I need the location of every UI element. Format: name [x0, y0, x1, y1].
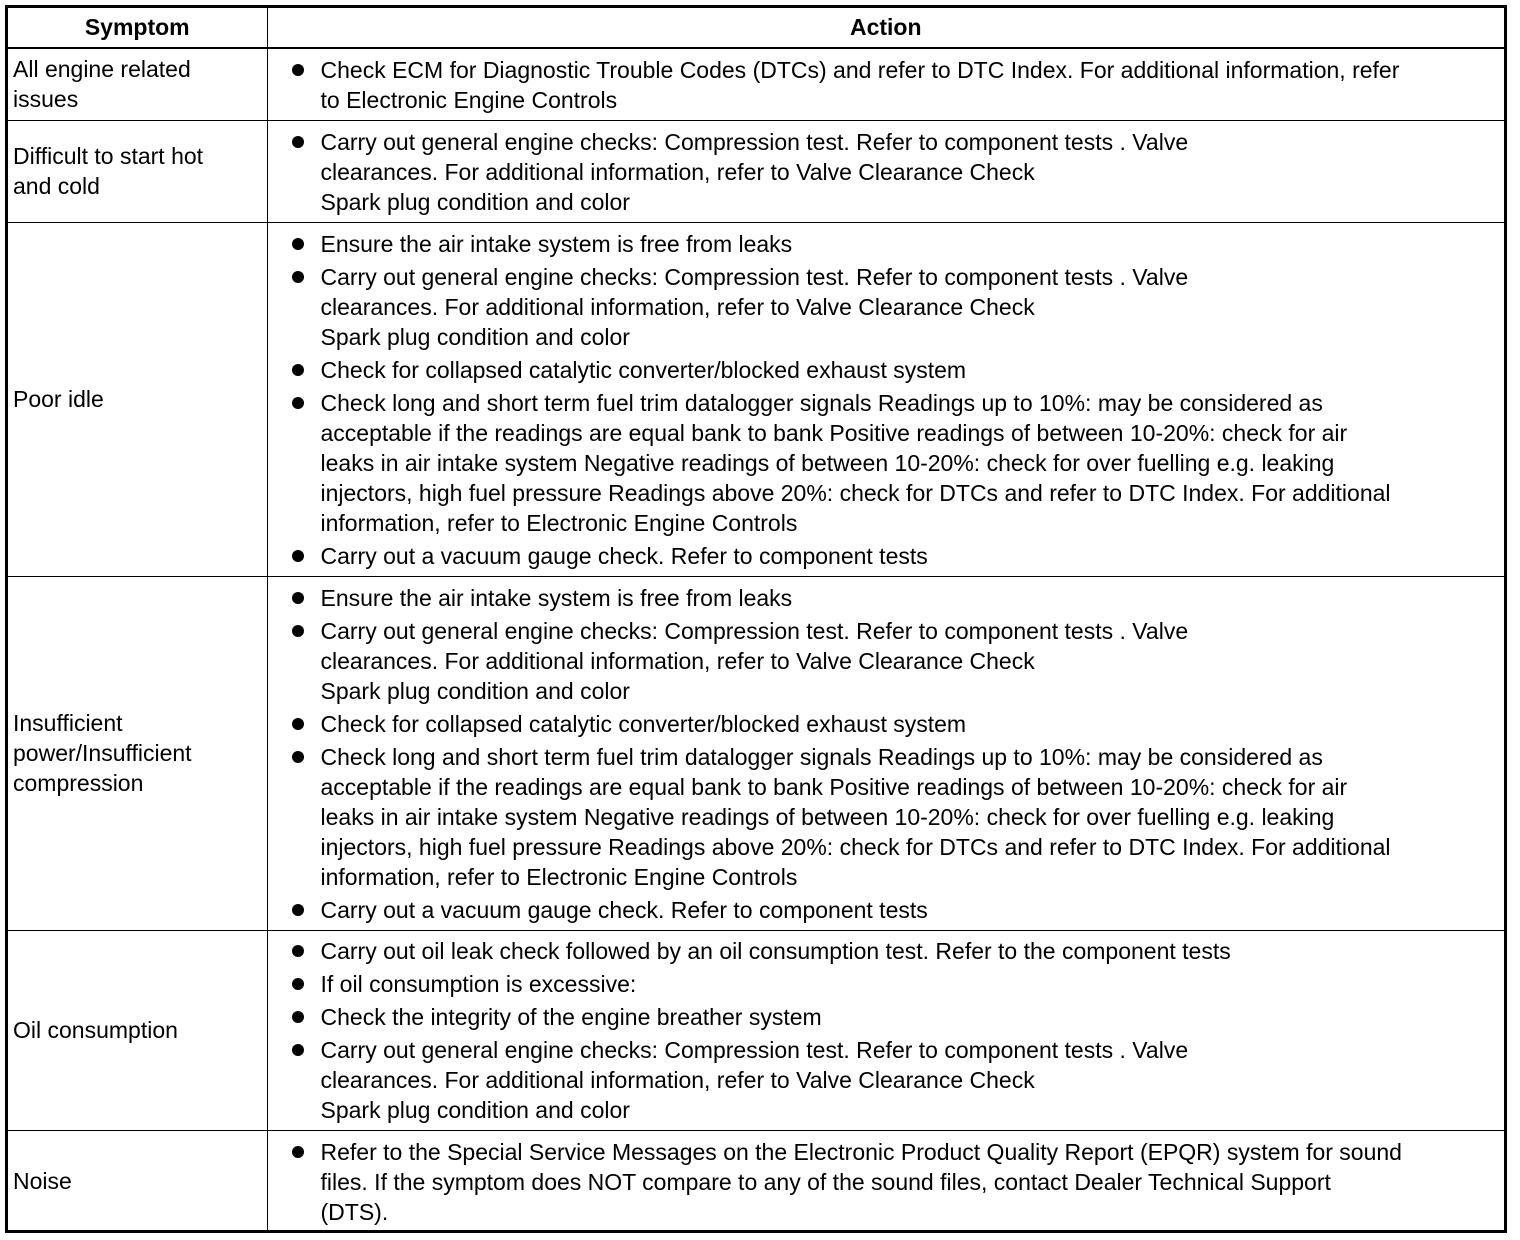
action-text-line: Spark plug condition and color: [320, 677, 630, 704]
action-text-line: Carry out general engine checks: Compression test. Refer to component tests . Valve: [320, 263, 1189, 290]
header-row: [8, 8, 1504, 48]
action-cell: [267, 48, 1504, 120]
action-item: [268, 742, 1499, 892]
action-text-line: Carry out a vacuum gauge check. Refer to component tests: [320, 896, 928, 923]
action-item: [268, 388, 1499, 538]
action-text-line: If oil consumption is excessive:: [320, 971, 637, 997]
symptom-text-line: power/Insufficient: [13, 740, 192, 766]
action-text-line: injectors, high fuel pressure Readings above 20%: check for DTCs and refer to DTC Index. For additional: [320, 833, 1391, 860]
action-text-line: Carry out oil leak check followed by an oil consumption test. Refer to the component tests: [320, 938, 1231, 964]
action-item: [268, 1002, 1499, 1032]
action-text-line: Carry out general engine checks: Compression test. Refer to component tests . Valve: [320, 617, 1189, 644]
action-text-line: Spark plug condition and color: [320, 1097, 630, 1123]
action-text-line: clearances. For additional information, refer to Valve Clearance Check: [320, 158, 1035, 185]
action-item: [268, 1137, 1499, 1227]
action-text-line: clearances. For additional information, refer to Valve Clearance Check: [320, 647, 1035, 674]
bullet-dot-icon: [292, 397, 304, 409]
symptom-text-line: Poor idle: [13, 386, 104, 412]
bullet-dot-icon: [292, 718, 304, 730]
action-text-line: (DTS).: [320, 1198, 389, 1225]
action-list: [268, 1137, 1499, 1227]
action-header: Action: [267, 8, 1504, 48]
action-text-line: Carry out general engine checks: Compression test. Refer to component tests . Valve: [320, 128, 1189, 155]
action-text-line: Carry out a vacuum gauge check. Refer to component tests: [320, 542, 928, 569]
symptom-text-line: issues: [13, 86, 79, 113]
action-cell: [267, 120, 1504, 222]
action-text-line: Spark plug condition and color: [320, 188, 630, 215]
action-text-line: Check ECM for Diagnostic Trouble Codes (DTCs) and refer to DTC Index. For additional information, refer: [320, 56, 1400, 83]
action-item: [268, 583, 1499, 613]
action-item: [268, 936, 1499, 966]
action-text-line: Check for collapsed catalytic converter/blocked exhaust system: [320, 710, 967, 737]
bullet-dot-icon: [292, 364, 304, 376]
action-text-line: Spark plug condition and color: [320, 323, 630, 350]
table-row: [8, 576, 1504, 930]
action-item: [268, 895, 1499, 925]
bullet-dot-icon: [292, 271, 304, 283]
action-item: [268, 229, 1499, 259]
action-text-line: information, refer to Electronic Engine Controls: [320, 863, 798, 890]
bullet-dot-icon: [292, 1146, 304, 1158]
action-text-line: Check for collapsed catalytic converter/blocked exhaust system: [320, 356, 967, 383]
action-text-line: acceptable if the readings are equal bank to bank Positive readings of between 10-20%: check for air: [320, 419, 1348, 446]
symptom-text-line: Noise: [13, 1168, 72, 1195]
bullet-dot-icon: [292, 625, 304, 637]
action-text-line: Ensure the air intake system is free from leaks: [320, 230, 793, 257]
table-row: [8, 120, 1504, 222]
table-row: [8, 222, 1504, 576]
action-cell: [267, 222, 1504, 576]
symptom-text-line: Insufficient: [13, 710, 123, 736]
action-item: [268, 541, 1499, 571]
action-text-line: to Electronic Engine Controls: [320, 86, 618, 113]
action-item: [268, 969, 1499, 999]
action-text-line: information, refer to Electronic Engine Controls: [320, 509, 798, 536]
action-list: [268, 583, 1499, 925]
bullet-dot-icon: [292, 945, 304, 957]
action-item: [268, 709, 1499, 739]
bullet-dot-icon: [292, 136, 304, 148]
bullet-dot-icon: [292, 904, 304, 916]
symptom-cell: [8, 1130, 267, 1232]
symptom-text-line: and cold: [13, 173, 100, 199]
action-item: [268, 1035, 1499, 1125]
symptom-cell: [8, 120, 267, 222]
symptom-text-line: All engine related: [13, 56, 191, 83]
action-cell: [267, 930, 1504, 1130]
action-item: [268, 262, 1499, 352]
symptom-cell: [8, 222, 267, 576]
table-row: [8, 48, 1504, 120]
action-list: [268, 229, 1499, 571]
symptom-text-line: compression: [13, 770, 144, 796]
symptom-text-line: Difficult to start hot: [13, 143, 204, 169]
action-item: [268, 355, 1499, 385]
bullet-dot-icon: [292, 751, 304, 763]
action-text-line: Check long and short term fuel trim datalogger signals Readings up to 10%: may be considered as: [320, 389, 1323, 416]
action-text-line: clearances. For additional information, refer to Valve Clearance Check: [320, 1067, 1035, 1093]
table-row: [8, 930, 1504, 1130]
action-text-line: injectors, high fuel pressure Readings above 20%: check for DTCs and refer to DTC Index. For additional: [320, 479, 1391, 506]
bullet-dot-icon: [292, 64, 304, 76]
table-row: [8, 1130, 1504, 1232]
diagnostic-table-frame: [5, 5, 1507, 1233]
action-text-line: leaks in air intake system Negative readings of between 10-20%: check for over fuelling e.g. leaking: [320, 449, 1335, 476]
action-list: [268, 127, 1499, 217]
action-text-line: Refer to the Special Service Messages on the Electronic Product Quality Report (EPQR) system for sound: [320, 1138, 1402, 1165]
symptom-cell: [8, 48, 267, 120]
symptom-cell: [8, 930, 267, 1130]
bullet-dot-icon: [292, 550, 304, 562]
action-cell: [267, 1130, 1504, 1232]
action-text-line: Check the integrity of the engine breather system: [320, 1004, 822, 1030]
action-text-line: leaks in air intake system Negative readings of between 10-20%: check for over fuelling e.g. leaking: [320, 803, 1335, 830]
table-body: [8, 48, 1504, 1232]
symptom-cell: [8, 576, 267, 930]
symptom-action-table: [8, 8, 1504, 1232]
bullet-dot-icon: [292, 1011, 304, 1023]
action-item: [268, 127, 1499, 217]
bullet-dot-icon: [292, 1044, 304, 1056]
action-text-line: Check long and short term fuel trim datalogger signals Readings up to 10%: may be considered as: [320, 743, 1323, 770]
bullet-dot-icon: [292, 978, 304, 990]
action-text-line: Ensure the air intake system is free from leaks: [320, 584, 793, 611]
symptom-text-line: Oil consumption: [13, 1017, 178, 1043]
action-item: [268, 55, 1499, 115]
action-text-line: clearances. For additional information, refer to Valve Clearance Check: [320, 293, 1035, 320]
action-text-line: Carry out general engine checks: Compression test. Refer to component tests . Valve: [320, 1037, 1189, 1063]
bullet-dot-icon: [292, 592, 304, 604]
action-item: [268, 616, 1499, 706]
symptom-header: Symptom: [8, 8, 267, 48]
action-list: [268, 55, 1499, 115]
action-list: [268, 936, 1499, 1125]
action-text-line: files. If the symptom does NOT compare to any of the sound files, contact Dealer Technical Support: [320, 1168, 1331, 1195]
bullet-dot-icon: [292, 238, 304, 250]
action-text-line: acceptable if the readings are equal bank to bank Positive readings of between 10-20%: check for air: [320, 773, 1348, 800]
action-cell: [267, 576, 1504, 930]
